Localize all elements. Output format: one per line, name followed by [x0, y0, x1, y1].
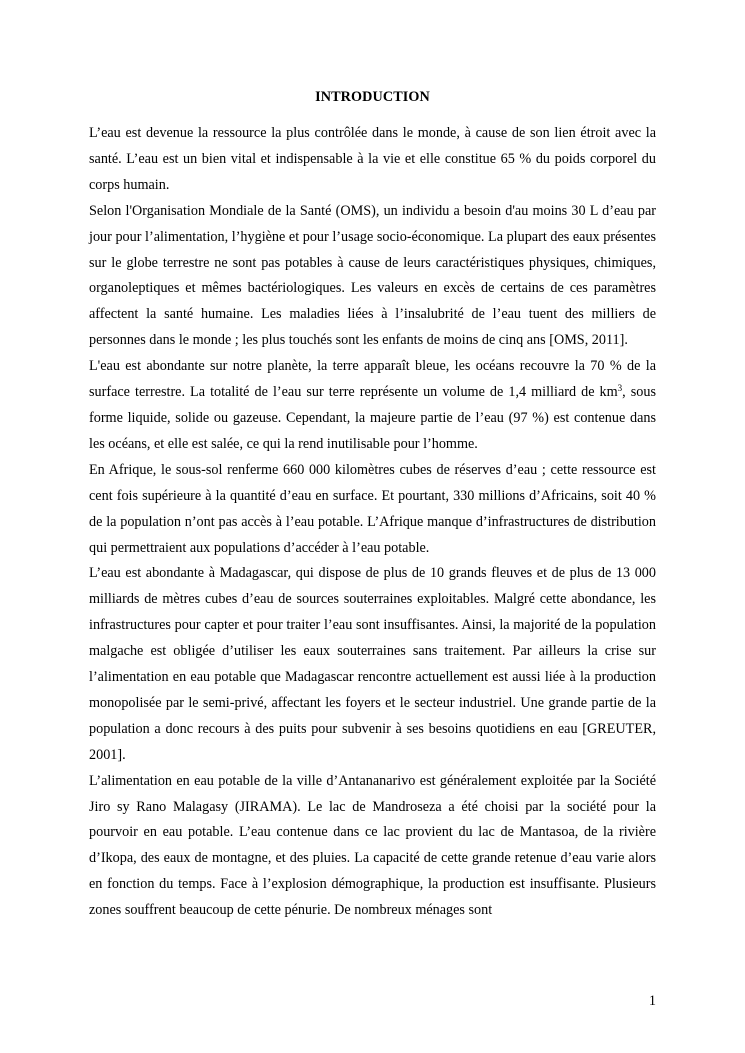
paragraph-planet-water — [89, 354, 656, 458]
paragraph-antananarivo: L’alimentation en eau potable de la ville d’Antananarivo est généralement exploitée par la Société Jiro sy Rano Malagasy (JIRAMA). Le lac de Mandroseza a été choisi par la société pour la pourvoir en eau potable. L’eau contenue dans ce lac provient du lac de Mantasoa, de la rivière d’Ikopa, des eaux de montagne, et des pluies. La capacité de cette grande retenue d’eau varie alors en fonction du temps. Face à l’explosion démographique, la production est insuffisante. Plusieurs zones souffrent beaucoup de cette pénurie. De nombreux ménages sont — [89, 772, 656, 919]
paragraph-planet-water-text: L'eau est abondante sur notre planète, la terre apparaît bleue, les océans recouvre la 70 % de la surface terrestre. La totalité de l’eau sur terre représente un volume de 1,4 milliard de km — [89, 358, 656, 401]
page-number: 1 — [648, 993, 656, 1009]
superscript-cubed: 3 — [617, 383, 623, 394]
paragraph-planet-water-continuation: , sous forme liquide, solide ou gazeuse. Cependant, la majeure partie de l’eau (97 %) est contenue dans les océans, et elle est salée, ce qui la rend inutilisable pour l’homme. — [89, 384, 656, 452]
paragraph-madagascar: L’eau est abondante à Madagascar, qui dispose de plus de 10 grands fleuves et de plus de 13 000 milliards de mètres cubes d’eau de sources souterraines exploitables. Malgré cette abondance, les infrastructures pour capter et pour traiter l’eau sont insuffisantes. Ainsi, la majorité de la population malgache est obligée d’utiliser les eaux souterraines sans traitement. Par ailleurs la crise sur l’alimentation en eau potable que Madagascar rencontre actuellement est aussi liée à la production monopolisée par le semi-privé, affectant les foyers et le secteur industriel. Une grande partie de la population a donc recours à des puits pour subvenir à ses besoins quotidiens en eau [GREUTER, 2001]. — [89, 565, 656, 763]
paragraph-water-health: L’eau est devenue la ressource la plus contrôlée dans le monde, à cause de son lien étroit avec la santé. L’eau est un bien vital et indispensable à la vie et elle constitue 65 % du poids corporel du corps humain. — [89, 125, 656, 193]
paragraph-oms: Selon l'Organisation Mondiale de la Santé (OMS), un individu a besoin d'au moins 30 L d’eau par jour pour l’alimentation, l’hygiène et pour l’usage socio-économique. La plupart des eaux présentes sur le globe terrestre ne sont pas potables à cause de leurs caractéristiques physiques, chimiques, organoleptiques et mêmes bactériologiques. Les valeurs en excès de certains de ces paramètres affectent la santé humaine. Les maladies liées à l’insalubrité de l’eau tuent des milliers de personnes dans le monde ; les plus touchés sont les enfants de moins de cinq ans [OMS, 2011]. — [89, 202, 656, 349]
page-title: INTRODUCTION — [315, 89, 430, 105]
body-text — [89, 121, 656, 924]
paragraph-africa: En Afrique, le sous-sol renferme 660 000 kilomètres cubes de réserves d’eau ; cette ressource est cent fois supérieure à la quantité d’eau en surface. Et pourtant, 330 millions d’Africains, soit 40 % de la population n’ont pas accès à l’eau potable. L’Afrique manque d’infrastructures de distribution qui permettraient aux populations d’accéder à l’eau potable. — [89, 461, 656, 556]
